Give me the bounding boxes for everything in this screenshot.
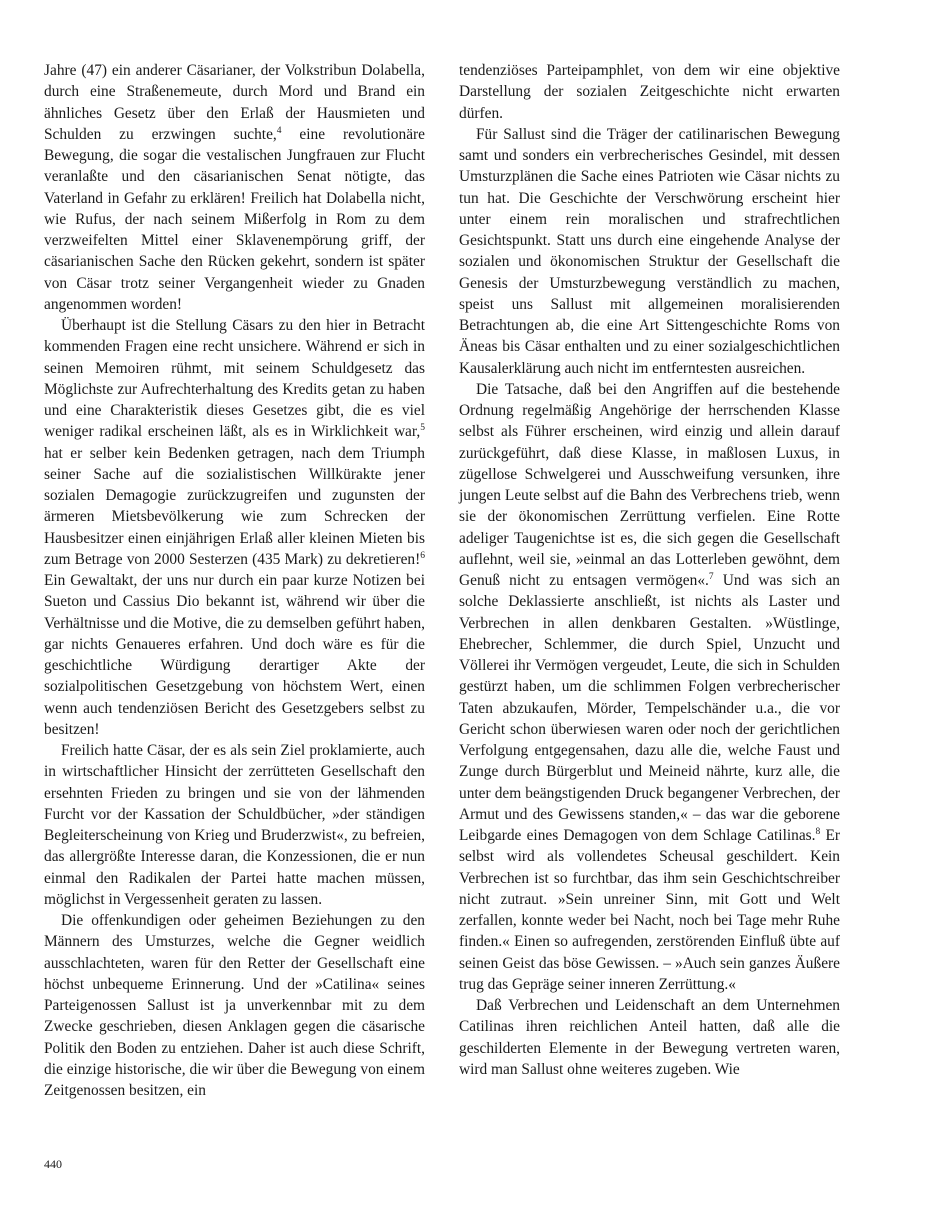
text-run: Daß Verbrechen und Leidenschaft an dem Unternehmen Catilinas ihren reichlichen Anteil hatten, daß alle die geschilderten Elemente in der Bewegung vertreten waren, wird man Sallust ohne weiteres zugeben. Wie bbox=[459, 997, 840, 1078]
text-run: Die Tatsache, daß bei den Angriffen auf die bestehende Ordnung regelmäßig Angehörige der herrschenden Klasse selbst als Führer erscheinen, wird einzig und allein darauf zurückgeführt, daß diese Klasse, in maßlosen Luxus, in zügellose Schwelgerei und Ausschweifung versunken, ihre jungen Leute selbst auf die Bahn des Verbrechens trieb, wenn sie der ökonomischen Zerrüttung verfielen. Eine Rotte adeliger Taugenichtse ist es, die sich gegen die Gesellschaft auflehnt, weil sie, »einmal an das Lotterleben gewöhnt, dem Genuß nicht zu entsagen vermögen«. bbox=[459, 380, 840, 589]
paragraph bbox=[459, 995, 840, 1080]
text-run: Er selbst wird als vollendetes Scheusal geschildert. Kein Verbrechen ist so furchtbar, das ihm sein Geschichtschreiber nicht zutraut. »Sein unreiner Sinn, mit Gott und Welt zerfallen, konnte weder bei Nacht, noch bei Tage mehr Ruhe finden.« Einen so aufregenden, zerstörenden Einfluß übte auf seinen Geist das böse Gewissen. – »Auch sein ganzes Äußere trug das Gepräge seiner inneren Zerrüttung.« bbox=[459, 827, 841, 993]
paragraph bbox=[44, 740, 425, 910]
paragraph bbox=[44, 60, 425, 315]
right-column bbox=[459, 60, 840, 1080]
text-run: tendenziöses Parteipamphlet, von dem wir eine objektive Darstellung der sozialen Zeitgeschichte nicht erwarten dürfen. bbox=[459, 62, 840, 122]
text-run: Für Sallust sind die Träger der catilinarischen Bewegung samt und sonders ein verbrecherisches Gesindel, mit dessen Umsturzplänen die Sache eines Patrioten wie Cäsar nichts zu tun hat. Die Geschichte der Verschwörung erscheint hier unter einem rein moralischen und strafrechtlichen Gesichtspunkt. Statt uns durch eine eingehende Analyse der sozialen und ökonomischen Struktur der Gesellschaft die Genesis der Umsturzbewegung verständlich zu machen, speist uns Sallust mit allgemeinen moralisierenden Betrachtungen ab, die eine Art Sittengeschichte Roms von Äneas bis Cäsar enthalten und zu einer sozialgeschichtlichen Kausalerklärung auch nicht im entferntesten ausreichen. bbox=[459, 125, 840, 377]
text-run: Ein Gewaltakt, der uns nur durch ein paar kurze Notizen bei Sueton und Cassius Dio bekannt ist, während wir über die Verhältnisse und die Motive, die zu demselben geführt haben, gar nichts Genaueres erfahren. Und doch wäre es für die geschichtliche Würdigung derartiger Akte der sozialpolitischen Gesetzgebung von höchstem Wert, einen wenn auch tendenziösen Bericht des Gesetzgebers selbst zu besitzen! bbox=[44, 572, 425, 738]
paragraph bbox=[44, 315, 425, 740]
paragraph bbox=[459, 60, 840, 124]
footnote-ref: 6 bbox=[420, 550, 425, 561]
footnote-ref: 8 bbox=[815, 827, 821, 837]
footnote-ref: 5 bbox=[420, 423, 425, 434]
text-run: Die offenkundigen oder geheimen Beziehungen zu den Männern des Umsturzes, welche die Gegner weidlich ausschlachteten, waren für den Retter der Gesellschaft eine höchst unbequeme Erinnerung. Und der »Catilina« seines Parteigenossen Sallust ist ja unverkennbar mit zu dem Zwecke geschrieben, diesen Anklagen gegen die cäsarische Politik den Boden zu entziehen. Daher ist auch diese Schrift, die einzige historische, die wir über die Bewegung von einem Zeitgenossen besitzen, ein bbox=[44, 912, 425, 1099]
text-run: hat er selber kein Bedenken getragen, nach dem Triumph seiner Sache auf die sozialistischen Willkürakte jener sozialen Demagogie zurückzugreifen und zugunsten der ärmeren Mietsbevölkerung wie zum Schrecken der Hausbesitzer einen einjährigen Erlaß aller kleinen Mieten bis zum Betrage von 2000 Sesterzen (435 Mark) zu dekretieren! bbox=[44, 444, 425, 568]
footnote-ref: 4 bbox=[276, 125, 282, 136]
text-run: Freilich hatte Cäsar, der es als sein Ziel proklamierte, auch in wirtschaftlicher Hinsicht der zerrütteten Gesellschaft den ersehnten Frieden zu bringen und sie von der lähmenden Furcht vor der Kassation der Schuldbücher, »der ständigen Begleiterscheinung von Krieg und Bruderzwist«, zu befreien, das allergrößte Interesse daran, die Konzessionen, die er nun einmal den Radikalen der Partei hatte machen müssen, möglichst in Vergessenheit geraten zu lassen. bbox=[44, 742, 425, 908]
page-number: 440 bbox=[44, 1157, 62, 1171]
text-run: Jahre (47) ein anderer Cäsarianer, der Volkstribun Dolabella, durch eine Straßenemeute, durch Mord und Brand ein ähnliches Gesetz über den Erlaß der Hausmieten und Schulden zu erzwingen suchte, bbox=[44, 62, 425, 143]
paragraph bbox=[459, 379, 840, 995]
paragraph bbox=[44, 910, 425, 1101]
left-column bbox=[44, 60, 425, 1101]
text-run: eine revolutionäre Bewegung, die sogar die vestalischen Jungfrauen zur Flucht veranlaßte und den cäsarianischen Senat nötigte, das Vaterland in Gefahr zu erklären! Freilich hat Dolabella nicht, wie Rufus, der nach seinem Mißerfolg in Rom zu dem verzweifelten Mittel einer Sklavenempörung griff, der cäsarianischen Sache den Rücken gekehrt, sondern ist später von Cäsar trotz seiner Vergangenheit wieder zu Gnaden angenommen worden! bbox=[44, 125, 425, 313]
text-run: Und was sich an solche Deklassierte anschließt, ist nichts als Laster und Verbrechen in allen denkbaren Gestalten. »Wüstlinge, Ehebrecher, Schlemmer, die durch Spiel, Unzucht und Völlerei ihr Vermögen vergeudet, Leute, die sich in Schulden gestürzt haben, um die schlimmen Folgen verbrecherischer Taten abzukaufen, Mörder, Tempelschänder u.a., die vor Gericht schon überwiesen waren oder noch der gerichtlichen Verfolgung entgegensahen, dazu alle die, welche Faust und Zunge durch Bürgerblut und Meineid nährte, kurz alle, die unter dem beängstigenden Druck begangener Verbrechen, der Armut und des Gewissens standen,« – das war die geborene Leibgarde eines Demagogen von dem Schlage Catilinas. bbox=[459, 572, 840, 844]
paragraph bbox=[459, 124, 840, 379]
text-run: Überhaupt ist die Stellung Cäsars zu den hier in Betracht kommenden Fragen eine recht unsichere. Während er sich in seinen Memoiren rühmt, mit seinem Schuldgesetz das Möglichste zur Aufrechterhaltung des Kredits getan zu haben und eine Charakteristik dieses Gesetzes gibt, die es viel weniger radikal erscheinen läßt, als es in Wirklichkeit war, bbox=[44, 317, 425, 441]
footnote-ref: 7 bbox=[708, 572, 714, 582]
